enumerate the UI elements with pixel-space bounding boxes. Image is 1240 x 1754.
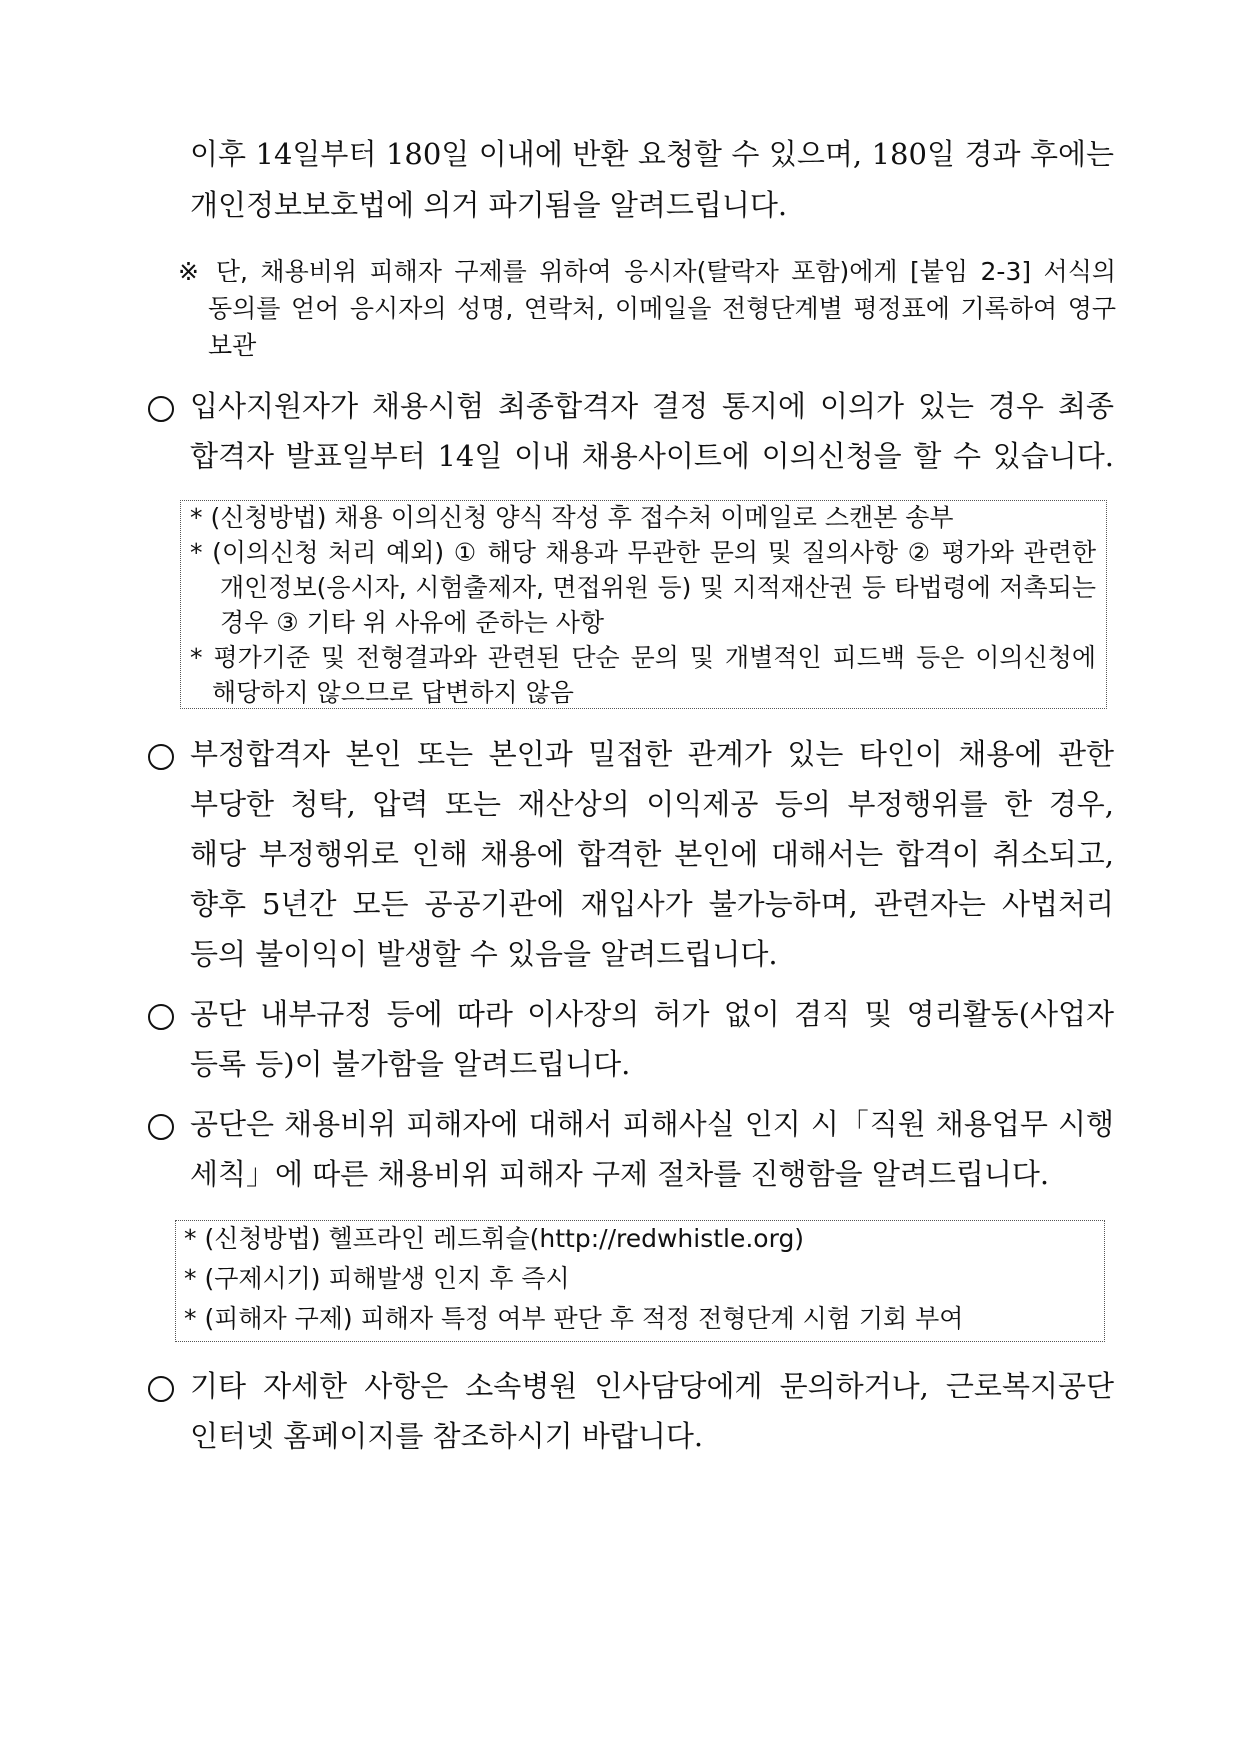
box-line: * (신청방법) 채용 이의신청 양식 작성 후 접수처 이메일로 스캔본 송부 [190, 503, 954, 532]
circle-bullet-icon [148, 1376, 174, 1402]
item-line: 인터넷 홈페이지를 참조하시기 바랍니다. [190, 1419, 704, 1453]
box-line: 개인정보(응시자, 시험출제자, 면접위원 등) 및 지적재산권 등 타법령에 저촉되는 [220, 573, 1096, 602]
item-line: 등의 불이익이 발생할 수 있음을 알려드립니다. [190, 937, 778, 971]
box-line: 해당하지 않으므로 답변하지 않음 [212, 678, 574, 707]
item-line: 공단 내부규정 등에 따라 이사장의 허가 없이 겸직 및 영리활동(사업자 [190, 997, 1114, 1031]
item-line: 부정합격자 본인 또는 본인과 밀접한 관계가 있는 타인이 채용에 관한 [190, 737, 1114, 771]
item-line: 기타 자세한 사항은 소속병원 인사담당에게 문의하거나, 근로복지공단 [190, 1369, 1114, 1403]
circle-bullet-icon [148, 1114, 174, 1140]
item-line: 세칙」에 따른 채용비위 피해자 구제 절차를 진행함을 알려드립니다. [190, 1157, 1050, 1191]
circle-bullet-icon [148, 396, 174, 422]
item-line: 향후 5년간 모든 공공기관에 재입사가 불가능하며, 관련자는 사법처리 [190, 887, 1114, 921]
item-line: 입사지원자가 채용시험 최종합격자 결정 통지에 이의가 있는 경우 최종 [190, 389, 1114, 423]
item-line: 해당 부정행위로 인해 채용에 합격한 본인에 대해서는 합격이 취소되고, [190, 837, 1114, 871]
box-line: * (이의신청 처리 예외) ① 해당 채용과 무관한 문의 및 질의사항 ② 평가와 관련한 [190, 538, 1096, 567]
paragraph-line: 이후 14일부터 180일 이내에 반환 요청할 수 있으며, 180일 경과 후에는 [190, 137, 1114, 171]
circle-bullet-icon [148, 744, 174, 770]
item-line: 합격자 발표일부터 14일 이내 채용사이트에 이의신청을 할 수 있습니다. [190, 439, 1114, 473]
item-line: 등록 등)이 불가함을 알려드립니다. [190, 1047, 631, 1081]
note-line: ※ 단, 채용비위 피해자 구제를 위하여 응시자(탈락자 포함)에게 [붙임 2-3] 서식의 [178, 257, 1116, 286]
paragraph-line: 개인정보보호법에 의거 파기됨을 알려드립니다. [190, 188, 788, 222]
circle-bullet-icon [148, 1004, 174, 1030]
note-line: 보관 [208, 331, 257, 360]
box-line: * (피해자 구제) 피해자 특정 여부 판단 후 적정 전형단계 시험 기회 부여 [184, 1304, 964, 1333]
box-line: * (구제시기) 피해발생 인지 후 즉시 [184, 1264, 570, 1293]
item-line: 부당한 청탁, 압력 또는 재산상의 이익제공 등의 부정행위를 한 경우, [190, 787, 1114, 821]
box-line: 경우 ③ 기타 위 사유에 준하는 사항 [220, 608, 605, 637]
box-line: * 평가기준 및 전형결과와 관련된 단순 문의 및 개별적인 피드백 등은 이의신청에 [190, 643, 1096, 672]
note-line: 동의를 얻어 응시자의 성명, 연락처, 이메일을 전형단계별 평정표에 기록하여 영구 [208, 294, 1116, 323]
box-line: * (신청방법) 헬프라인 레드휘슬(http://redwhistle.org) [184, 1224, 805, 1253]
item-line: 공단은 채용비위 피해자에 대해서 피해사실 인지 시「직원 채용업무 시행 [190, 1107, 1114, 1141]
